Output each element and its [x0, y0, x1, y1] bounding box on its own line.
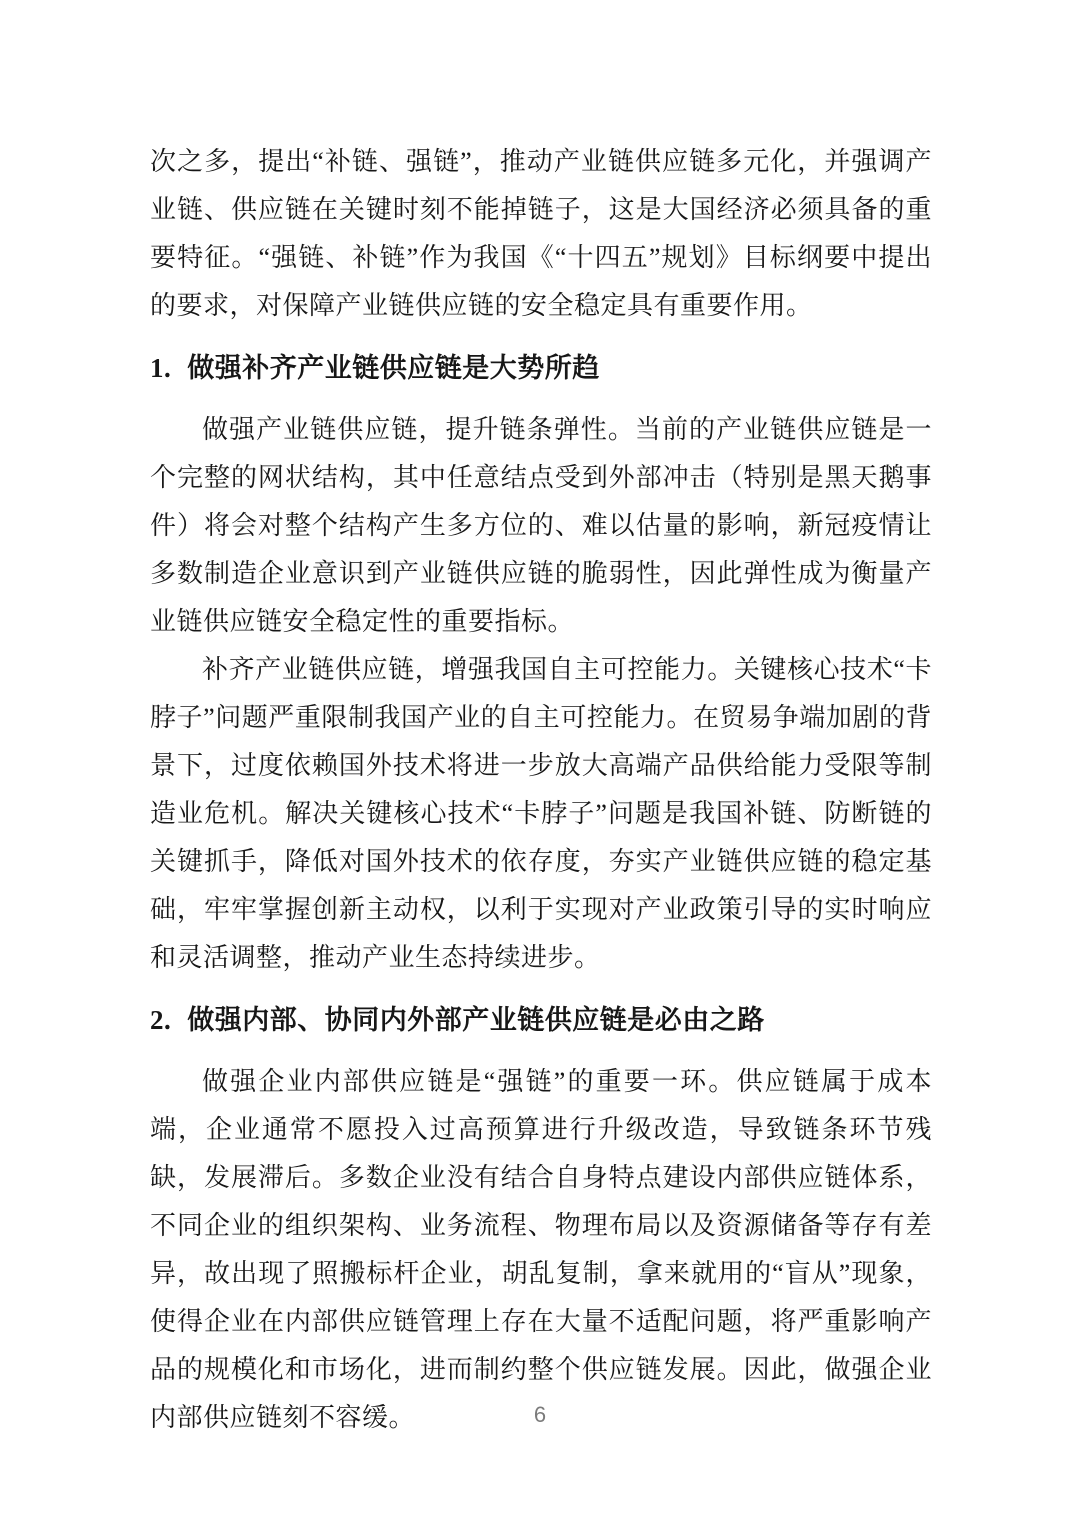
section-number: 2.: [150, 1005, 172, 1035]
section-heading-1: [150, 344, 932, 392]
section-title: 做强补齐产业链供应链是大势所趋: [187, 353, 600, 383]
page-number: 6: [533, 1402, 547, 1427]
paragraph: 补齐产业链供应链，增强我国自主可控能力。关键核心技术“卡脖子”问题严重限制我国产业的自主可控能力。在贸易争端加剧的背景下，过度依赖国外技术将进一步放大高端产品供给能力受限等制造业危机。解决关键核心技术“卡脖子”问题是我国补链、防断链的关键抓手，降低对国外技术的依存度，夯实产业链供应链的稳定基础，牢牢掌握创新主动权，以利于实现对产业政策引导的实时响应和灵活调整，推动产业生态持续进步。: [150, 655, 932, 972]
paragraph: 做强产业链供应链，提升链条弹性。当前的产业链供应链是一个完整的网状结构，其中任意结点受到外部冲击（特别是黑天鹅事件）将会对整个结构产生多方位的、难以估量的影响，新冠疫情让多数制造企业意识到产业链供应链的脆弱性，因此弹性成为衡量产业链供应链安全稳定性的重要指标。: [150, 415, 932, 636]
section-title: 做强内部、协同内外部产业链供应链是必由之路: [187, 1005, 765, 1035]
paragraph: 做强企业内部供应链是“强链”的重要一环。供应链属于成本端，企业通常不愿投入过高预算进行升级改造，导致链条环节残缺，发展滞后。多数企业没有结合自身特点建设内部供应链体系，不同企业的组织架构、业务流程、物理布局以及资源储备等存有差异，故出现了照搬标杆企业，胡乱复制，拿来就用的“盲从”现象，使得企业在内部供应链管理上存在大量不适配问题，将严重影响产品的规模化和市场化，进而制约整个供应链发展。因此，做强企业内部供应链刻不容缓。: [150, 1067, 932, 1432]
section-number: 1.: [150, 353, 172, 383]
page-footer: [0, 1402, 1080, 1428]
paragraph-continuation: 次之多，提出“补链、强链”，推动产业链供应链多元化，并强调产业链、供应链在关键时刻不能掉链子，这是大国经济必须具备的重要特征。“强链、补链”作为我国《“十四五”规划》目标纲要中提出的要求，对保障产业链供应链的安全稳定具有重要作用。: [150, 147, 932, 320]
section-heading-2: [150, 996, 932, 1044]
